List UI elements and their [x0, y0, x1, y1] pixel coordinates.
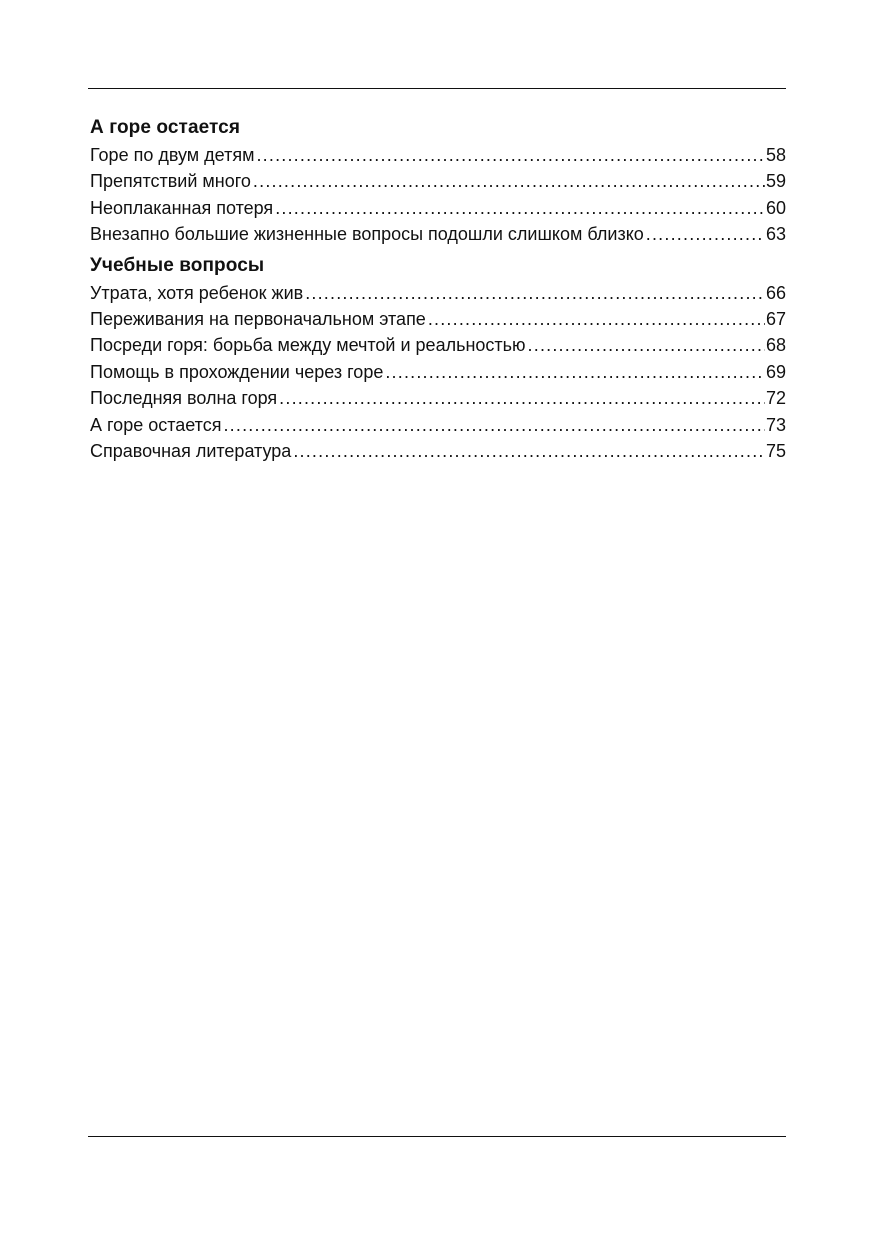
toc-section: [90, 252, 786, 465]
toc-entry-page: 58: [765, 145, 786, 165]
toc-entry[interactable]: [90, 280, 786, 306]
toc-entry-title: А горе остается: [90, 414, 222, 435]
toc-entry-title: Справочная литература: [90, 440, 292, 461]
toc-entry-title: Переживания на первоначальном этапе: [90, 308, 426, 329]
toc-entry-page: 68: [765, 335, 786, 356]
dot-leader: [428, 306, 765, 332]
toc-entry-title: Последняя волна горя: [90, 388, 278, 409]
toc-entry[interactable]: [90, 168, 786, 194]
section-title: Учебные вопросы: [90, 254, 265, 276]
toc-entry-page: 63: [765, 224, 786, 245]
toc-entry-title: Утрата, хотя ребенок жив: [90, 282, 304, 303]
dot-leader: [256, 142, 765, 168]
dot-leader: [293, 438, 765, 464]
toc-entry-title: Внезапно большие жизненные вопросы подошли слишком близко: [90, 224, 644, 245]
toc-list: [90, 142, 786, 248]
toc-entry-page: 72: [765, 388, 786, 409]
toc-list: [90, 280, 786, 465]
toc-entry[interactable]: [90, 438, 786, 464]
section-title: А горе остается: [90, 117, 241, 138]
toc-entry[interactable]: [90, 385, 786, 411]
dot-leader: [275, 195, 765, 221]
toc-section: [90, 114, 786, 248]
toc-entry-page: 67: [765, 308, 786, 329]
dot-leader: [305, 280, 765, 306]
dot-leader: [279, 385, 765, 411]
dot-leader: [646, 221, 765, 247]
toc-entry[interactable]: [90, 195, 786, 221]
toc-entry-title: Помощь в прохождении через горе: [90, 361, 384, 382]
toc-entry[interactable]: [90, 221, 786, 247]
toc-entry[interactable]: [90, 412, 786, 438]
toc-entry-title: Неоплаканная потеря: [90, 197, 274, 218]
toc-entry-page: 69: [765, 361, 786, 382]
table-of-contents: [90, 114, 786, 468]
toc-entry-page: 75: [765, 440, 786, 461]
toc-entry-page: 66: [765, 282, 786, 303]
dot-leader: [253, 168, 765, 194]
toc-entry-page: 60: [765, 197, 786, 218]
toc-entry[interactable]: [90, 306, 786, 332]
toc-entry[interactable]: [90, 142, 786, 168]
toc-entry[interactable]: [90, 332, 786, 358]
toc-entry-title: Посреди горя: борьба между мечтой и реальностью: [90, 335, 526, 356]
dot-leader: [528, 332, 765, 358]
toc-entry-title: Горе по двум детям: [90, 145, 255, 165]
toc-entry[interactable]: [90, 359, 786, 385]
footer-rule: [88, 1136, 786, 1137]
dot-leader: [223, 412, 764, 438]
toc-entry-title: Препятствий много: [90, 171, 251, 192]
dot-leader: [385, 359, 765, 385]
toc-entry-page: 59: [765, 171, 786, 192]
header-rule: [88, 88, 786, 89]
toc-entry-page: 73: [765, 414, 786, 435]
